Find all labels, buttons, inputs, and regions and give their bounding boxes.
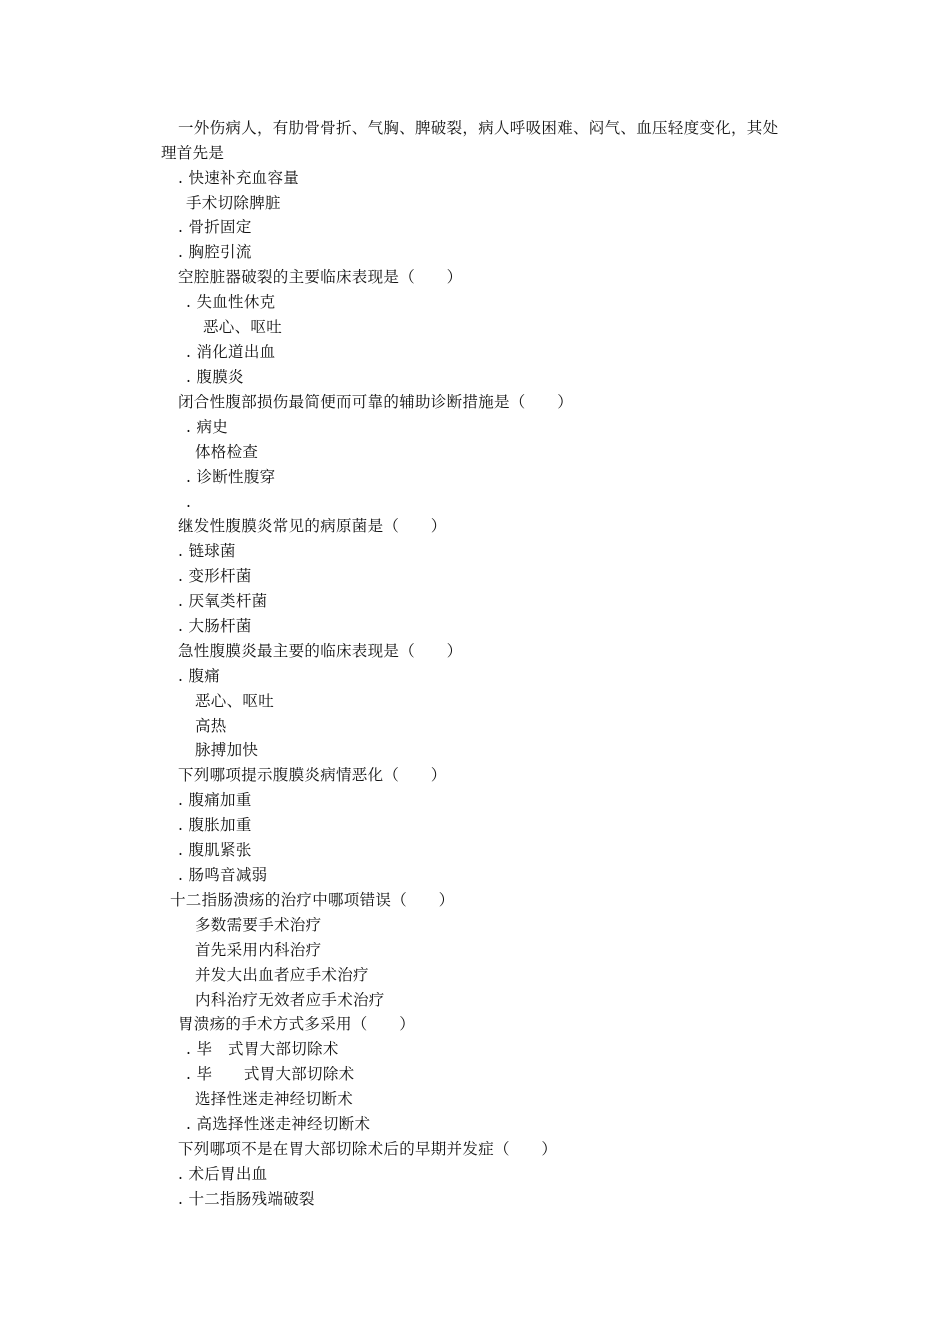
question-7-option-a: 多数需要手术治疗 xyxy=(195,916,322,934)
question-6-option-d: . 肠鸣音减弱 xyxy=(178,866,268,884)
question-5-option-c: 高热 xyxy=(195,717,227,735)
question-4-option-b: . 变形杆菌 xyxy=(178,567,252,585)
question-2-option-b: 恶心、呕吐 xyxy=(203,318,283,336)
question-5-option-d: 脉搏加快 xyxy=(195,741,259,759)
question-7-stem: 十二指肠溃疡的治疗中哪项错误（ ） xyxy=(170,891,455,909)
question-6-option-c: . 腹肌紧张 xyxy=(178,841,252,859)
question-4-option-a: . 链球菌 xyxy=(178,542,236,560)
question-8-option-a: . 毕 式胃大部切除术 xyxy=(186,1040,339,1058)
question-7-option-d: 内科治疗无效者应手术治疗 xyxy=(195,991,385,1009)
question-5-option-b: 恶心、呕吐 xyxy=(195,692,275,710)
question-2-option-d: . 腹膜炎 xyxy=(186,368,244,386)
question-3-option-d: . xyxy=(186,493,192,511)
question-8-option-c: 选择性迷走神经切断术 xyxy=(195,1090,354,1108)
question-4-stem: 继发性腹膜炎常见的病原菌是（ ） xyxy=(178,517,447,535)
question-5-option-a: . 腹痛 xyxy=(178,667,221,685)
question-2-stem: 空腔脏器破裂的主要临床表现是（ ） xyxy=(178,268,463,286)
question-6-option-b: . 腹胀加重 xyxy=(178,816,252,834)
question-1-stem-line-2: 理首先是 xyxy=(161,144,225,162)
question-3-option-b: 体格检查 xyxy=(195,443,259,461)
question-8-option-d: . 高选择性迷走神经切断术 xyxy=(186,1115,371,1133)
question-8-stem: 胃溃疡的手术方式多采用（ ） xyxy=(178,1015,416,1033)
question-5-stem: 急性腹膜炎最主要的临床表现是（ ） xyxy=(178,642,463,660)
question-7-option-c: 并发大出血者应手术治疗 xyxy=(195,966,369,984)
question-2-option-c: . 消化道出血 xyxy=(186,343,276,361)
question-6-stem: 下列哪项提示腹膜炎病情恶化（ ） xyxy=(178,766,447,784)
question-4-option-c: . 厌氧类杆菌 xyxy=(178,592,268,610)
question-1-stem-line-1: 一外伤病人，有肋骨骨折、气胸、脾破裂，病人呼吸困难、闷气、血压轻度变化，其处 xyxy=(178,119,779,137)
question-3-option-a: . 病史 xyxy=(186,418,229,436)
question-6-option-a: . 腹痛加重 xyxy=(178,791,252,809)
question-9-option-a: . 术后胃出血 xyxy=(178,1165,268,1183)
question-2-option-a: . 失血性休克 xyxy=(186,293,276,311)
question-9-stem: 下列哪项不是在胃大部切除术后的早期并发症（ ） xyxy=(178,1140,558,1158)
question-1-option-d: . 胸腔引流 xyxy=(178,243,252,261)
question-3-stem: 闭合性腹部损伤最简便而可靠的辅助诊断措施是（ ） xyxy=(178,393,574,411)
question-4-option-d: . 大肠杆菌 xyxy=(178,617,252,635)
question-1-option-c: . 骨折固定 xyxy=(178,218,252,236)
question-1-option-b: 手术切除脾脏 xyxy=(186,194,281,212)
question-7-option-b: 首先采用内科治疗 xyxy=(195,941,322,959)
question-3-option-c: . 诊断性腹穿 xyxy=(186,468,276,486)
question-9-option-b: . 十二指肠残端破裂 xyxy=(178,1190,315,1208)
question-1-option-a: . 快速补充血容量 xyxy=(178,169,300,187)
question-8-option-b: . 毕 式胃大部切除术 xyxy=(186,1065,355,1083)
